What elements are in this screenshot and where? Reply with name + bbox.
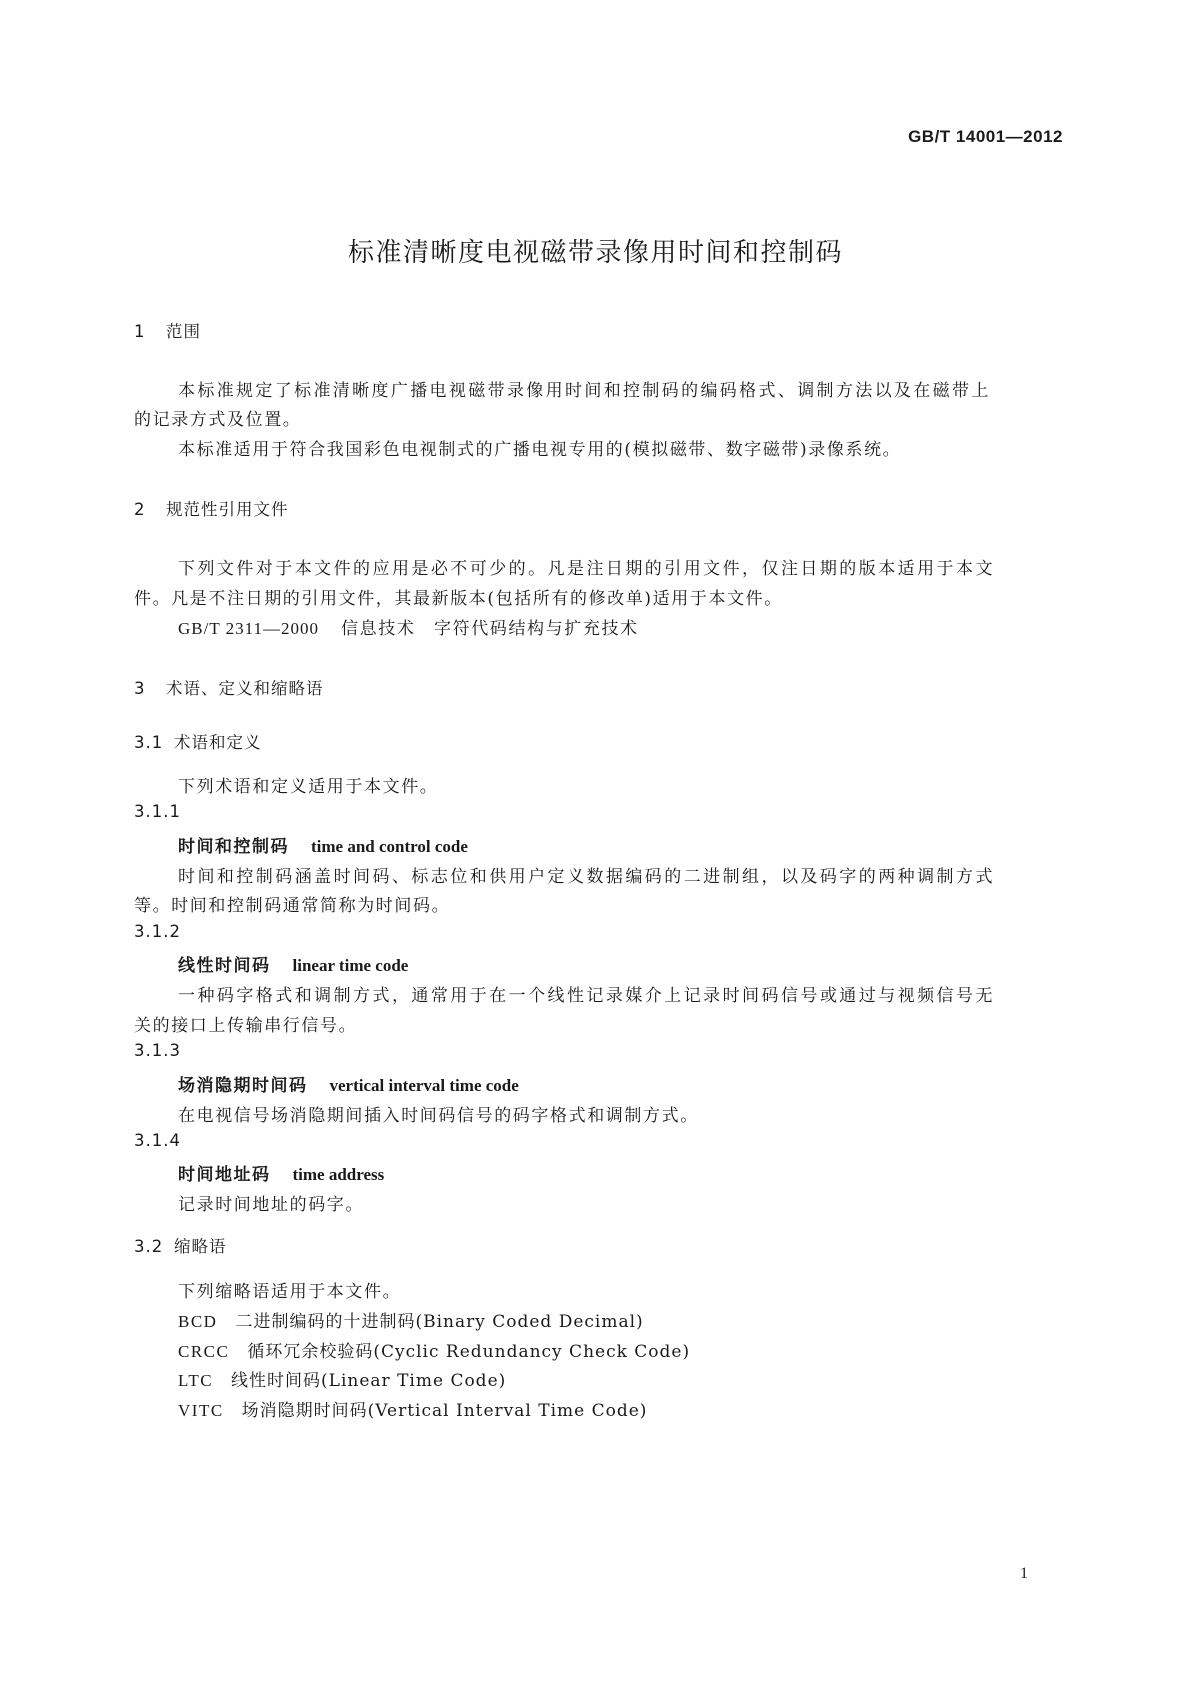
- section-1-heading: [134, 318, 201, 342]
- standard-number: GB/T 14001—2012: [908, 127, 1063, 146]
- page-number: 1: [1020, 1565, 1028, 1582]
- abbreviation-entry: [178, 1307, 644, 1332]
- subsection-3-2-heading: [134, 1233, 227, 1257]
- term-definition: 时间和控制码涵盖时间码、标志位和供用户定义数据编码的二进制组，以及码字的两种调制方式: [178, 867, 995, 887]
- abbreviation: VITC: [178, 1401, 224, 1420]
- subsection-title: 缩略语: [174, 1237, 227, 1256]
- term-english: time address: [292, 1165, 385, 1184]
- reference-title: 信息技术 字符代码结构与扩充技术: [341, 619, 639, 639]
- abbreviation-meaning: 场消隐期时间码(Vertical Interval Time Code): [241, 1401, 648, 1421]
- subsection-3-1-heading: [134, 729, 262, 753]
- document-title: 标准清晰度电视磁带录像用时间和控制码: [347, 238, 843, 268]
- term-definition-continuation: 关的接口上传输串行信号。: [134, 1016, 358, 1036]
- term-definition: 记录时间地址的码字。: [178, 1195, 364, 1215]
- paragraph-continuation: 的记录方式及位置。: [134, 410, 302, 430]
- term-chinese: 场消隐期时间码: [178, 1076, 308, 1096]
- paragraph: 下列缩略语适用于本文件。: [178, 1282, 402, 1302]
- term-entry: [178, 1160, 384, 1185]
- term-number: 3.1.1: [134, 802, 181, 821]
- paragraph: 下列文件对于本文件的应用是必不可少的。凡是注日期的引用文件，仅注日期的版本适用于本文: [178, 559, 995, 579]
- abbreviation-entry: [178, 1396, 647, 1421]
- abbreviation-meaning: 循环冗余校验码(Cyclic Redundancy Check Code): [247, 1342, 691, 1362]
- term-english: time and control code: [311, 837, 468, 856]
- section-number: 2: [134, 500, 146, 519]
- abbreviation: BCD: [178, 1312, 218, 1331]
- section-number: 3: [134, 679, 146, 698]
- paragraph: 本标准规定了标准清晰度广播电视磁带录像用时间和控制码的编码格式、调制方法以及在磁带上: [178, 381, 991, 401]
- term-english: vertical interval time code: [329, 1076, 519, 1095]
- paragraph: 本标准适用于符合我国彩色电视制式的广播电视专用的(模拟磁带、数字磁带)录像系统。: [178, 440, 902, 460]
- section-title: 范围: [166, 322, 201, 341]
- paragraph-continuation: 件。凡是不注日期的引用文件，其最新版本(包括所有的修改单)适用于本文件。: [134, 589, 783, 609]
- section-title: 术语、定义和缩略语: [166, 679, 324, 698]
- section-number: 1: [134, 322, 146, 341]
- term-entry: [178, 1071, 519, 1096]
- normative-reference: [178, 614, 639, 639]
- abbreviation: LTC: [178, 1371, 214, 1390]
- abbreviation-meaning: 线性时间码(Linear Time Code): [231, 1371, 507, 1391]
- term-chinese: 时间和控制码: [178, 837, 289, 857]
- reference-code: GB/T 2311—2000: [178, 619, 320, 638]
- term-chinese: 时间地址码: [178, 1165, 271, 1185]
- abbreviation-entry: [178, 1337, 690, 1362]
- section-2-heading: [134, 496, 289, 520]
- abbreviation-entry: [178, 1366, 506, 1391]
- paragraph: 下列术语和定义适用于本文件。: [178, 777, 439, 797]
- term-entry: [178, 832, 468, 857]
- term-definition: 一种码字格式和调制方式，通常用于在一个线性记录媒介上记录时间码信号或通过与视频信号无: [178, 986, 995, 1006]
- section-3-heading: [134, 675, 324, 699]
- subsection-number: 3.2: [134, 1237, 164, 1256]
- term-number: 3.1.4: [134, 1131, 181, 1150]
- term-english: linear time code: [292, 956, 409, 975]
- term-chinese: 线性时间码: [178, 956, 271, 976]
- subsection-number: 3.1: [134, 733, 164, 752]
- section-title: 规范性引用文件: [166, 500, 289, 519]
- abbreviation: CRCC: [178, 1342, 230, 1361]
- subsection-title: 术语和定义: [174, 733, 262, 752]
- term-definition-continuation: 等。时间和控制码通常简称为时间码。: [134, 896, 451, 916]
- term-number: 3.1.2: [134, 922, 181, 941]
- abbreviation-meaning: 二进制编码的十进制码(Binary Coded Decimal): [235, 1312, 644, 1332]
- term-definition: 在电视信号场消隐期间插入时间码信号的码字格式和调制方式。: [178, 1106, 699, 1126]
- term-entry: [178, 951, 408, 976]
- term-number: 3.1.3: [134, 1041, 181, 1060]
